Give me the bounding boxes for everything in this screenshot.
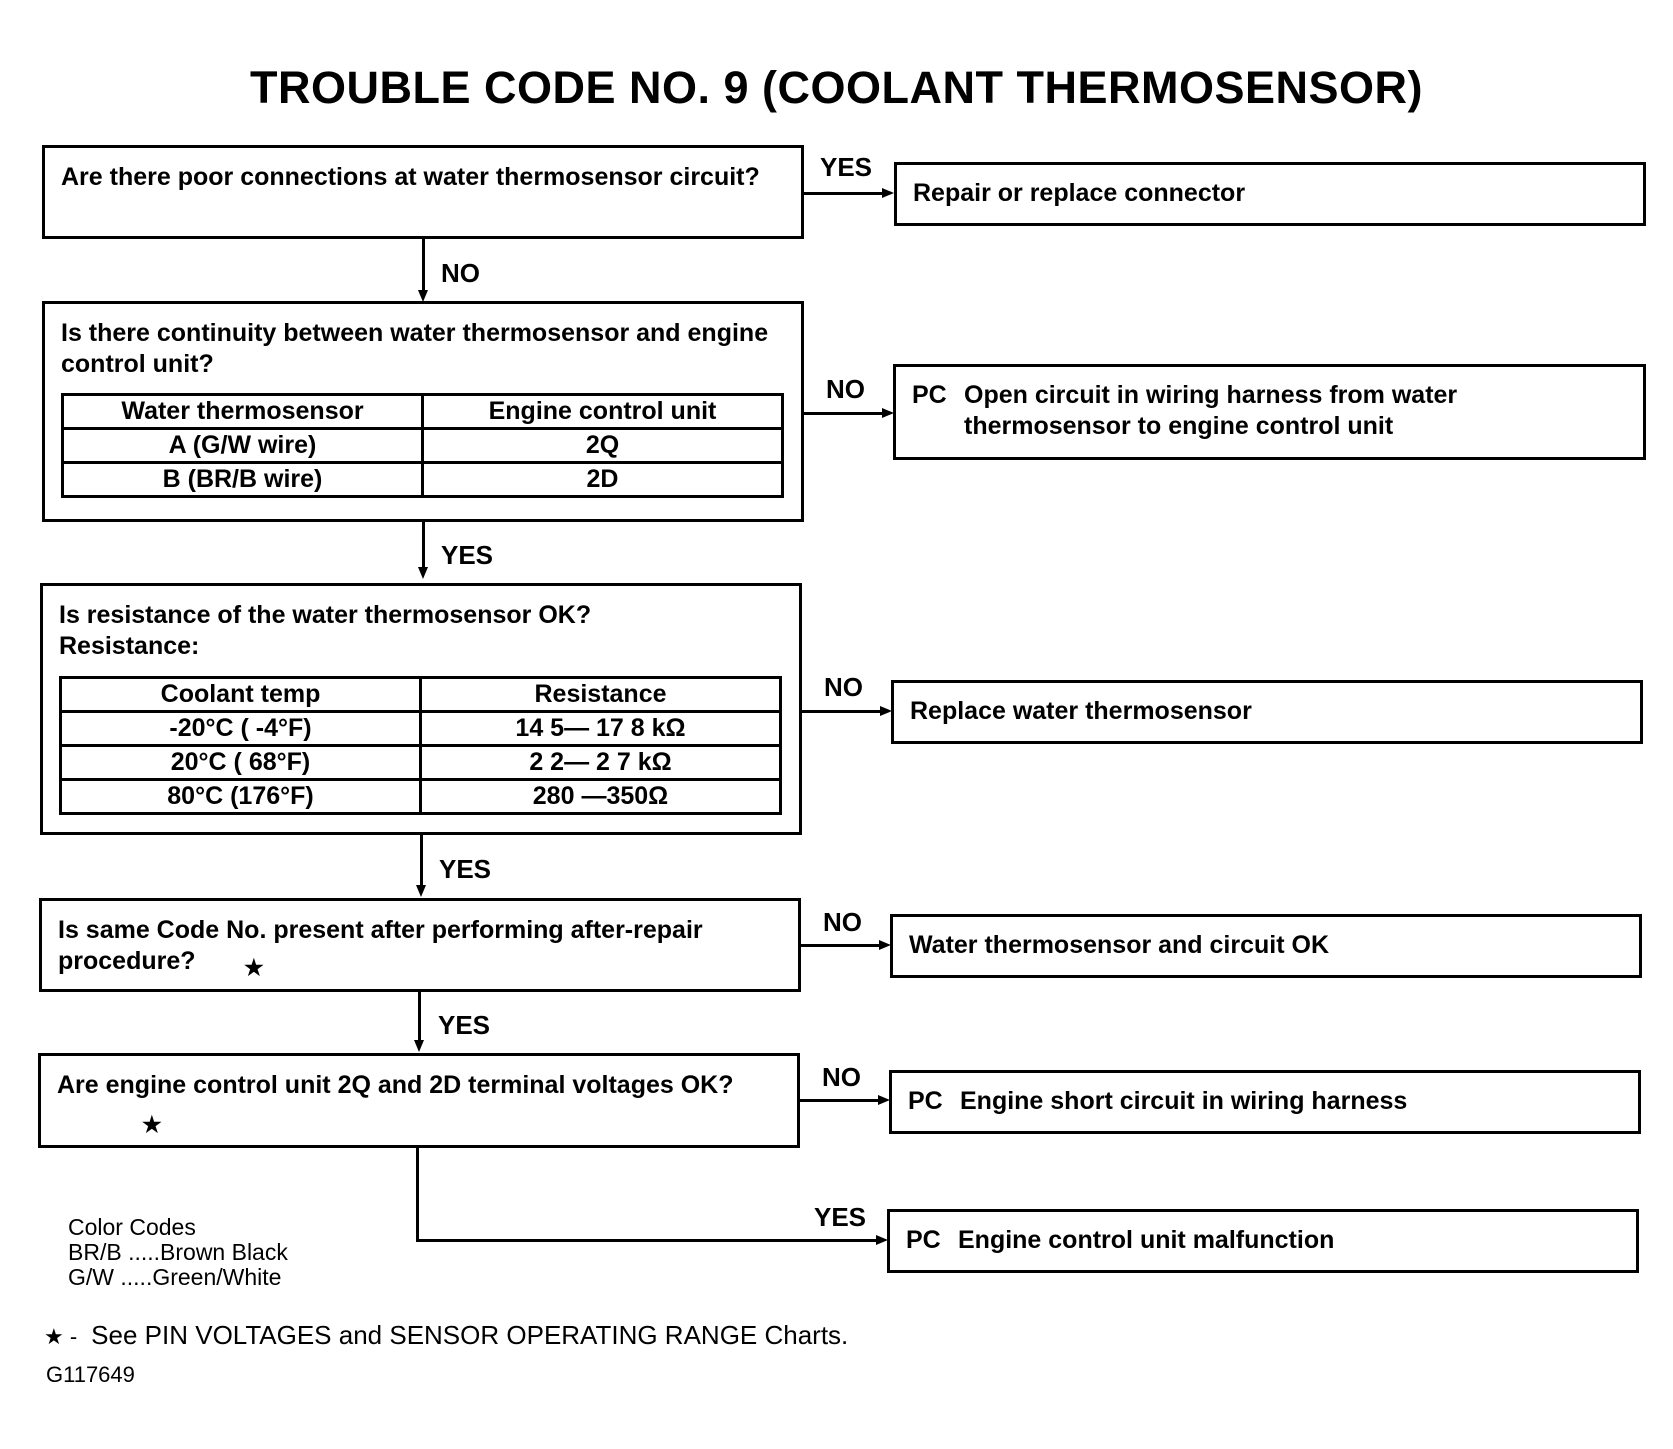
result-prefix: PC [906,1226,941,1254]
result-text: Engine control unit malfunction [958,1226,1335,1254]
step1-yes-label: YES [820,152,873,182]
table-cell: 280 —350Ω [421,780,781,814]
resistance-table [59,676,782,815]
result-text: Water thermosensor and circuit OK [909,931,1329,959]
step3-question: Is resistance of the water thermosensor OK? [59,601,592,629]
color-code-item: BR/B .....Brown Black [68,1239,288,1265]
result-text: Replace water thermosensor [910,697,1252,725]
table-cell: 2 2— 2 7 kΩ [421,746,781,780]
step5-yes-label: YES [814,1202,867,1232]
result-box-open-circuit [893,364,1646,460]
connector-line [422,522,425,570]
connector-line [802,710,882,713]
page-title: TROUBLE CODE NO. 9 (COOLANT THERMOSENSOR) [249,62,1423,113]
connector-line [422,239,425,293]
result-box-short-circuit [889,1070,1641,1134]
step2-no-label: NO [826,374,865,404]
step4-question: Is same Code No. present after performing after-repair procedure? [58,916,703,975]
result-box-repair-connector [894,162,1646,226]
arrow-right-icon [882,188,894,198]
arrow-down-icon [418,567,428,579]
connector-line [804,412,884,415]
step3-yes-label: YES [439,854,492,884]
connector-line [416,1148,419,1242]
step1-question: Are there poor connections at water thermosensor circuit? [61,163,760,191]
table-header: Coolant temp [61,678,421,712]
result-text: Engine short circuit in wiring harness [960,1087,1408,1115]
arrow-down-icon [416,885,426,897]
connector-line [420,835,423,888]
star-icon: ★ [244,955,264,980]
figure-id: G117649 [46,1362,135,1387]
arrow-down-icon [414,1040,424,1052]
connector-line [800,1099,880,1102]
table-cell: -20°C ( -4°F) [61,712,421,746]
connector-line [416,1239,878,1242]
table-cell: A (G/W wire) [63,429,423,463]
result-prefix: PC [908,1087,943,1115]
table-cell: 2Q [423,429,783,463]
color-codes-heading: Color Codes [68,1214,196,1240]
step5-question: Are engine control unit 2Q and 2D terminal voltages OK? [57,1071,734,1099]
result-box-circuit-ok [890,914,1642,978]
connector-line [418,992,421,1043]
result-prefix: PC [912,381,947,409]
table-cell: 2D [423,463,783,497]
step1-box [42,145,804,239]
table-header: Engine control unit [423,395,783,429]
result-text: Repair or replace connector [913,179,1246,207]
step2-yes-label: YES [441,540,494,570]
step2-question: Is there continuity between water thermosensor and engine control unit? [61,319,769,378]
step4-no-label: NO [823,907,862,937]
step4-yes-label: YES [438,1010,491,1040]
footnote-text: See PIN VOLTAGES and SENSOR OPERATING RANGE Charts. [91,1320,849,1350]
connector-line [801,944,881,947]
color-codes-legend [68,1215,288,1290]
table-cell: B (BR/B wire) [63,463,423,497]
table-header: Water thermosensor [63,395,423,429]
step3-subtitle: Resistance: [59,632,200,660]
table-header: Resistance [421,678,781,712]
color-code-item: G/W .....Green/White [68,1264,282,1290]
footnote [44,1320,848,1352]
connector-line [804,192,884,195]
star-icon: ★ [142,1112,162,1137]
result-text: Open circuit in wiring harness from water thermosensor to engine control unit [964,381,1458,440]
result-box-replace-sensor [891,680,1643,744]
footnote-symbol: ★ - [44,1324,78,1349]
step4-box [39,898,801,992]
table-cell: 20°C ( 68°F) [61,746,421,780]
result-box-ecu-malfunction [887,1209,1639,1273]
continuity-table [61,393,784,498]
step3-no-label: NO [824,672,863,702]
step5-no-label: NO [822,1062,861,1092]
table-cell: 80°C (176°F) [61,780,421,814]
step1-no-label: NO [441,258,480,288]
table-cell: 14 5— 17 8 kΩ [421,712,781,746]
